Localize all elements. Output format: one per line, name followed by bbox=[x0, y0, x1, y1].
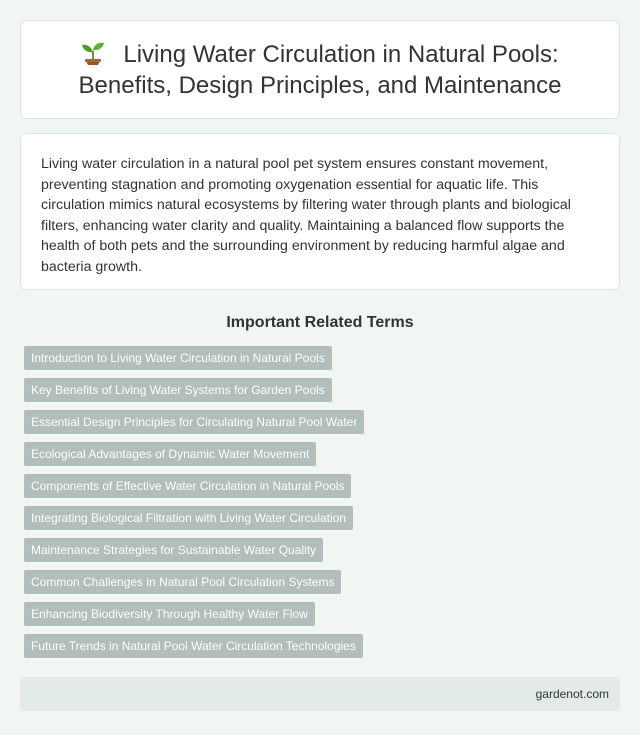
related-term-link[interactable]: Key Benefits of Living Water Systems for Garden Pools bbox=[24, 378, 332, 402]
related-term-link[interactable]: Enhancing Biodiversity Through Healthy Water Flow bbox=[24, 602, 315, 626]
title-card bbox=[20, 20, 620, 119]
page-title bbox=[41, 39, 599, 101]
related-term-link[interactable]: Common Challenges in Natural Pool Circulation Systems bbox=[24, 570, 341, 594]
page-title-text: Living Water Circulation in Natural Pools: Benefits, Design Principles, and Maintenance bbox=[78, 40, 562, 99]
related-terms-list bbox=[20, 346, 620, 658]
related-term-link[interactable]: Components of Effective Water Circulation in Natural Pools bbox=[24, 474, 351, 498]
summary-card bbox=[20, 133, 620, 290]
related-term-link[interactable]: Maintenance Strategies for Sustainable Water Quality bbox=[24, 538, 323, 562]
related-term-link[interactable]: Future Trends in Natural Pool Water Circulation Technologies bbox=[24, 634, 363, 658]
related-term-link[interactable]: Essential Design Principles for Circulating Natural Pool Water bbox=[24, 410, 364, 434]
related-term-link[interactable]: Integrating Biological Filtration with Living Water Circulation bbox=[24, 506, 353, 530]
related-term-link[interactable]: Introduction to Living Water Circulation in Natural Pools bbox=[24, 346, 332, 370]
related-terms-heading: Important Related Terms bbox=[226, 314, 414, 331]
footer-site-name: gardenot.com bbox=[535, 687, 609, 701]
sprout-icon bbox=[81, 39, 105, 65]
footer bbox=[20, 677, 620, 711]
related-term-link[interactable]: Ecological Advantages of Dynamic Water Movement bbox=[24, 442, 316, 466]
summary-text: Living water circulation in a natural pool pet system ensures constant movement, preventing stagnation and promoting oxygenation essential for aquatic life. This circulation mimics natural ecosystems by filtering water through plants and biological filters, enhancing water clarity and quality. Maintaining a balanced flow supports the health of both pets and the surrounding environment by reducing harmful algae and bacteria growth. bbox=[41, 156, 571, 275]
